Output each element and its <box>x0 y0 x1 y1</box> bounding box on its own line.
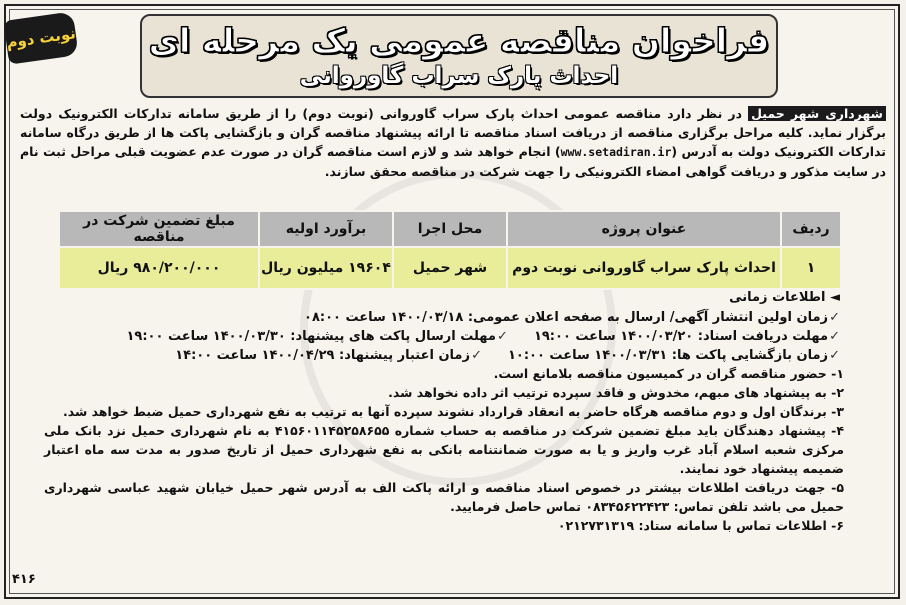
header-project-title: عنوان پروژه <box>507 211 781 247</box>
table-header-row <box>59 211 841 247</box>
cell-estimate: ۱۹۶۰۴ میلیون ریال <box>259 247 393 289</box>
note-item: ۱- حضور مناقصه گران در کمیسیون مناقصه بلامانع است. <box>493 366 844 381</box>
intro-paragraph <box>20 104 886 181</box>
intro-text-1: در نظر دارد مناقصه عمومی احداث پارک سراب گاوروانی (نوبت دوم) را از طریق سامانه تدارکات الکترونیک دولت برگزار نماید. کلیه مراحل برگزاری مناقصه از دریافت اسناد مناقصه تا ارائه پیشنهاد مناقصه گران و بازگشایی پاکت ها از طریق درگاه سامانه تدارکات الکترونیک دولت به آدرس ( <box>20 106 886 159</box>
header-location: محل اجرا <box>393 211 507 247</box>
cell-row-number: ۱ <box>781 247 841 289</box>
organization-name: شهرداری شهر حمیل <box>748 106 886 121</box>
intro-text-2: ) انجام خواهد شد و لازم است مناقصه گران در صورت عدم عضویت قبلی مراحل ثبت نام در سایت مذکور و دریافت گواهی امضاء الکترونیکی را جهت شرکت در مناقصه محقق سازند. <box>20 144 886 179</box>
submit-label: مهلت ارسال پاکت های پیشنهاد: <box>290 329 496 344</box>
submit-value: ۱۴۰۰/۰۳/۳۰ ساعت ۱۹:۰۰ <box>126 329 286 344</box>
note-item: ۵- جهت دریافت اطلاعات بیشتر در خصوص اسناد مناقصه و ارائه پاکت الف به آدرس شهر حمیل خیابان شهید عباسی شهرداری حمیل می باشد تلفن تماس: ۰۸۳۴۵۶۲۲۴۲۳ تماس حاصل فرمایید. <box>44 480 844 514</box>
main-title: فراخوان مناقصه عمومی یک مرحله ای <box>148 21 770 60</box>
note-item: ۴- پیشنهاد دهندگان باید مبلغ تضمین شرکت در مناقصه به حساب شماره ۴۱۵۶۰۱۱۴۵۲۵۸۶۵۵ به نام شهرداری حمیل نزد بانک ملی مرکزی شعبه اسلام آباد غرب واریز و یا به صورت ضمانتنامه بانکی به نفع شهرداری حمیل از تاریخ صدور به مدت سه ماه اعتبار ضمیمه پیشنهاد خود نمایند. <box>44 423 845 476</box>
title-box <box>140 14 778 98</box>
subtitle: احداث پارک سراب گاوروانی <box>299 63 619 89</box>
validity-label: زمان اعتبار پیشنهاد: <box>339 348 470 363</box>
timing-row-open-validity <box>62 346 840 365</box>
timing-row-publish <box>62 308 840 327</box>
publish-value: ۱۴۰۰/۰۳/۱۸ ساعت ۰۸:۰۰ <box>304 310 464 325</box>
timing-section <box>62 308 840 365</box>
timing-heading-text: اطلاعات زمانی <box>729 290 826 305</box>
cell-guarantee: ۹۸۰/۲۰۰/۰۰۰ ریال <box>59 247 259 289</box>
receive-label: مهلت دریافت اسناد: <box>697 329 828 344</box>
second-round-badge: نوبت دوم <box>3 11 78 64</box>
header-estimate: برآورد اولیه <box>259 211 393 247</box>
triangle-icon: ◄ <box>830 290 840 305</box>
open-label: زمان بازگشایی پاکت ها: <box>671 348 828 363</box>
notes-list <box>44 364 844 535</box>
note-item: ۲- به پیشنهاد های مبهم، مخدوش و فاقد سپرده ترتیب اثر داده نخواهد شد. <box>388 385 844 400</box>
table-row <box>59 247 841 289</box>
check-icon: ✓ <box>829 348 840 363</box>
note-item: ۳- برندگان اول و دوم مناقصه هرگاه حاضر به انعقاد قرارداد نشوند سپرده آنها به ترتیب به نفع شهرداری حمیل ضبط خواهد شد. <box>62 404 844 419</box>
header-guarantee: مبلغ تضمین شرکت در مناقصه <box>59 211 259 247</box>
check-icon: ✓ <box>471 348 482 363</box>
timing-row-receive-submit <box>62 327 840 346</box>
validity-value: ۱۴۰۰/۰۴/۲۹ ساعت ۱۴:۰۰ <box>175 348 335 363</box>
open-value: ۱۴۰۰/۰۳/۳۱ ساعت ۱۰:۰۰ <box>507 348 668 363</box>
check-icon: ✓ <box>497 329 508 344</box>
timing-heading <box>729 290 840 305</box>
page-number: ۴۱۶ <box>12 572 36 587</box>
header-row-number: ردیف <box>781 211 841 247</box>
publish-label: زمان اولین انتشار آگهی/ ارسال به صفحه اعلان عمومی: <box>467 310 828 325</box>
cell-location: شهر حمیل <box>393 247 507 289</box>
note-item: ۶- اطلاعات تماس با سامانه ستاد: ۰۲۱۲۷۳۱۳۱۹ <box>557 518 844 533</box>
projects-table <box>58 210 842 290</box>
receive-value: ۱۴۰۰/۰۳/۲۰ ساعت ۱۹:۰۰ <box>533 329 694 344</box>
check-icon: ✓ <box>829 329 840 344</box>
cell-project-title: احداث پارک سراب گاوروانی نوبت دوم <box>507 247 781 289</box>
check-icon: ✓ <box>829 310 840 325</box>
website-link[interactable]: www.setadiran.ir <box>560 145 672 159</box>
